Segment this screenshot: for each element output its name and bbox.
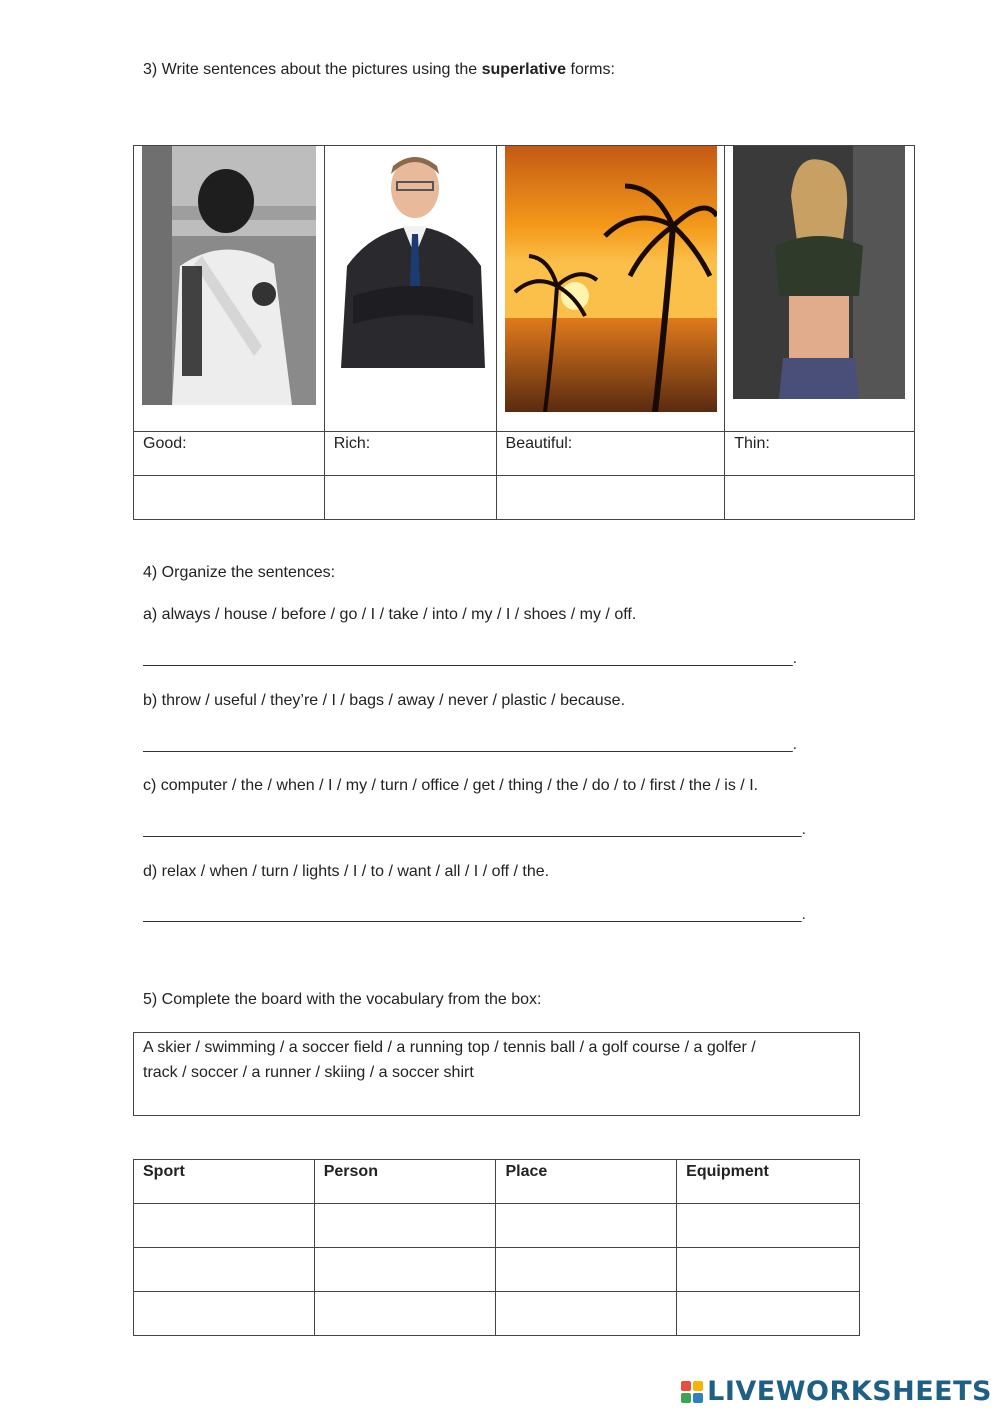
superlative-picture-table bbox=[133, 145, 915, 520]
board-cell[interactable] bbox=[496, 1292, 677, 1336]
header-equipment: Equipment bbox=[677, 1160, 860, 1204]
answer-cell-beautiful[interactable] bbox=[496, 476, 725, 520]
q5-instruction: 5) Complete the board with the vocabulary from the box: bbox=[143, 991, 542, 1008]
label-thin: Thin: bbox=[725, 432, 915, 476]
board-cell[interactable] bbox=[677, 1204, 860, 1248]
picture-cell-thin bbox=[725, 146, 915, 432]
board-cell[interactable] bbox=[134, 1248, 315, 1292]
board-cell[interactable] bbox=[134, 1204, 315, 1248]
soccer-player-photo bbox=[142, 146, 316, 405]
board-cell[interactable] bbox=[677, 1292, 860, 1336]
header-sport: Sport bbox=[134, 1160, 315, 1204]
vocabulary-box bbox=[133, 1032, 860, 1116]
businessman-photo bbox=[333, 146, 489, 368]
board-cell[interactable] bbox=[496, 1204, 677, 1248]
board-cell[interactable] bbox=[496, 1248, 677, 1292]
picture-cell-beautiful bbox=[496, 146, 725, 432]
sentence-c: c) computer / the / when / I / my / turn / office / get / thing / the / do / to / first / the / is / I. bbox=[143, 777, 759, 794]
header-place: Place bbox=[496, 1160, 677, 1204]
logo-wordmark: LIVEWORKSHEETS bbox=[707, 1376, 992, 1407]
sentence-d: d) relax / when / turn / lights / I / to / want / all / I / off / the. bbox=[143, 863, 550, 880]
header-person: Person bbox=[314, 1160, 496, 1204]
vocabulary-board bbox=[133, 1159, 860, 1336]
answer-line-a[interactable]: _________________________________________________________________________. bbox=[143, 650, 798, 667]
board-cell[interactable] bbox=[677, 1248, 860, 1292]
answer-cell-good[interactable] bbox=[134, 476, 325, 520]
logo-mark-icon bbox=[681, 1381, 703, 1403]
model-photo bbox=[733, 146, 905, 399]
sentence-a: a) always / house / before / go / I / take / into / my / I / shoes / my / off. bbox=[143, 606, 637, 623]
answer-cell-rich[interactable] bbox=[324, 476, 496, 520]
label-beautiful: Beautiful: bbox=[496, 432, 725, 476]
answer-cell-thin[interactable] bbox=[725, 476, 915, 520]
board-cell[interactable] bbox=[314, 1204, 496, 1248]
board-cell[interactable] bbox=[314, 1248, 496, 1292]
q4-instruction: 4) Organize the sentences: bbox=[143, 564, 336, 581]
answer-line-b[interactable]: _________________________________________________________________________. bbox=[143, 736, 798, 753]
board-cell[interactable] bbox=[134, 1292, 315, 1336]
picture-cell-rich bbox=[324, 146, 496, 432]
sunset-photo bbox=[505, 146, 717, 412]
label-rich: Rich: bbox=[324, 432, 496, 476]
answer-line-d[interactable]: __________________________________________________________________________. bbox=[143, 906, 806, 923]
liveworksheets-logo bbox=[681, 1376, 992, 1407]
sentence-b: b) throw / useful / they’re / I / bags / away / never / plastic / because. bbox=[143, 692, 626, 709]
vocabulary-line-2: track / soccer / a runner / skiing / a soccer shirt bbox=[143, 1064, 474, 1081]
label-good: Good: bbox=[134, 432, 325, 476]
q3-instruction: 3) Write sentences about the pictures using the superlative forms: bbox=[143, 61, 615, 78]
picture-cell-good bbox=[134, 146, 325, 432]
answer-line-c[interactable]: __________________________________________________________________________. bbox=[143, 821, 806, 838]
vocabulary-line-1: A skier / swimming / a soccer field / a running top / tennis ball / a golf course / a golfer / bbox=[143, 1039, 756, 1056]
board-cell[interactable] bbox=[314, 1292, 496, 1336]
